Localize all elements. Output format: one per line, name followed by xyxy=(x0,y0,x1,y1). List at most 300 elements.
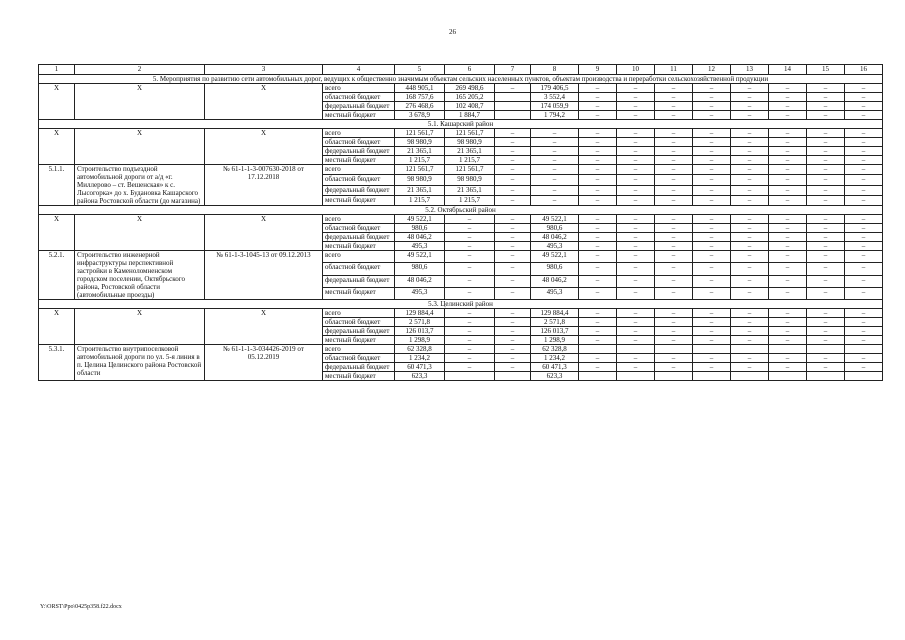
amount-cell: 60 471,3 xyxy=(395,363,445,372)
object-name: Х xyxy=(75,129,205,165)
amount-cell: – xyxy=(445,251,495,263)
header-cell: 9 xyxy=(579,65,617,75)
amount-cell: – xyxy=(845,165,883,175)
amount-cell: – xyxy=(693,318,731,327)
amount-cell: – xyxy=(617,129,655,138)
amount-cell: – xyxy=(693,224,731,233)
amount-cell: – xyxy=(617,309,655,318)
amount-cell: – xyxy=(495,309,531,318)
amount-cell: – xyxy=(807,309,845,318)
funding-table xyxy=(38,64,883,381)
amount-cell: – xyxy=(617,84,655,93)
header-cell: 15 xyxy=(807,65,845,75)
amount-cell: 21 365,1 xyxy=(395,185,445,195)
amount-cell: – xyxy=(617,147,655,156)
amount-cell: – xyxy=(693,233,731,242)
amount-cell: 121 561,7 xyxy=(395,129,445,138)
amount-cell xyxy=(495,102,531,111)
amount-cell: 98 980,9 xyxy=(395,138,445,147)
row-number: 5.1.1. xyxy=(39,165,75,206)
amount-cell: – xyxy=(807,327,845,336)
header-cell: 10 xyxy=(617,65,655,75)
amount-cell xyxy=(495,111,531,120)
amount-cell: – xyxy=(617,165,655,175)
amount-cell: 3 678,9 xyxy=(395,111,445,120)
amount-cell: – xyxy=(579,263,617,275)
amount-cell: – xyxy=(617,318,655,327)
amount-cell: – xyxy=(445,242,495,251)
amount-cell: 168 757,6 xyxy=(395,93,445,102)
amount-cell: – xyxy=(845,175,883,185)
amount-cell: – xyxy=(579,138,617,147)
amount-cell: – xyxy=(807,224,845,233)
amount-cell: – xyxy=(807,318,845,327)
amount-cell: 1 234,2 xyxy=(395,354,445,363)
table-row xyxy=(39,345,883,354)
amount-cell: – xyxy=(693,251,731,263)
amount-cell: – xyxy=(693,156,731,165)
amount-cell: – xyxy=(807,175,845,185)
amount-cell: – xyxy=(807,185,845,195)
amount-cell: 98 980,9 xyxy=(445,175,495,185)
amount-cell: – xyxy=(655,111,693,120)
amount-cell: 174 059,9 xyxy=(531,102,579,111)
amount-cell: – xyxy=(693,287,731,299)
amount-cell: – xyxy=(579,102,617,111)
amount-cell xyxy=(731,372,769,381)
amount-cell: – xyxy=(655,147,693,156)
amount-cell: – xyxy=(693,363,731,372)
amount-cell: 980,6 xyxy=(395,224,445,233)
amount-cell: 48 046,2 xyxy=(395,233,445,242)
amount-cell xyxy=(769,345,807,354)
amount-cell xyxy=(655,372,693,381)
amount-cell: – xyxy=(617,185,655,195)
amount-cell: – xyxy=(655,224,693,233)
header-cell: 5 xyxy=(395,65,445,75)
amount-cell: – xyxy=(769,165,807,175)
header-cell: 1 xyxy=(39,65,75,75)
amount-cell: – xyxy=(693,147,731,156)
amount-cell: – xyxy=(807,287,845,299)
amount-cell: – xyxy=(655,336,693,345)
amount-cell: – xyxy=(731,363,769,372)
amount-cell: – xyxy=(531,156,579,165)
amount-cell: – xyxy=(693,195,731,205)
amount-cell: – xyxy=(769,242,807,251)
amount-cell: – xyxy=(655,93,693,102)
amount-cell: – xyxy=(693,93,731,102)
amount-cell: – xyxy=(731,327,769,336)
amount-cell: – xyxy=(655,156,693,165)
amount-cell: – xyxy=(579,242,617,251)
amount-cell: 62 328,8 xyxy=(395,345,445,354)
amount-cell: – xyxy=(617,263,655,275)
project-document: Х xyxy=(205,129,323,165)
object-name: Х xyxy=(75,215,205,251)
amount-cell: 2 571,8 xyxy=(395,318,445,327)
header-cell: 11 xyxy=(655,65,693,75)
amount-cell: 1 794,2 xyxy=(531,111,579,120)
amount-cell: – xyxy=(845,102,883,111)
amount-cell: – xyxy=(531,129,579,138)
amount-cell: 495,3 xyxy=(531,242,579,251)
amount-cell xyxy=(579,345,617,354)
amount-cell: – xyxy=(445,233,495,242)
amount-cell: – xyxy=(495,318,531,327)
amount-cell: 495,3 xyxy=(395,242,445,251)
amount-cell: 179 406,5 xyxy=(531,84,579,93)
amount-cell: – xyxy=(495,242,531,251)
amount-cell: – xyxy=(495,129,531,138)
table-row xyxy=(39,309,883,318)
table-row xyxy=(39,84,883,93)
object-name: Строительство подъездной автомобильной дороги от а/д «г. Миллерово – ст. Вешенская» к с. Лысогорка» до х. Будановка Кашарского района Ростовской области (до магазина) xyxy=(75,165,205,206)
amount-cell: 980,6 xyxy=(395,263,445,275)
amount-cell: – xyxy=(617,327,655,336)
amount-cell: – xyxy=(655,354,693,363)
funding-source: областной бюджет xyxy=(323,175,395,185)
amount-cell: – xyxy=(617,224,655,233)
amount-cell: 1 298,9 xyxy=(395,336,445,345)
amount-cell: – xyxy=(495,175,531,185)
amount-cell xyxy=(807,345,845,354)
amount-cell: – xyxy=(495,327,531,336)
amount-cell: – xyxy=(531,138,579,147)
amount-cell: – xyxy=(655,287,693,299)
amount-cell: 49 522,1 xyxy=(395,251,445,263)
amount-cell: – xyxy=(769,195,807,205)
amount-cell: – xyxy=(769,224,807,233)
amount-cell: 495,3 xyxy=(395,287,445,299)
amount-cell: 21 365,1 xyxy=(445,147,495,156)
amount-cell: – xyxy=(845,354,883,363)
amount-cell: – xyxy=(693,111,731,120)
amount-cell: 623,3 xyxy=(531,372,579,381)
amount-cell xyxy=(617,372,655,381)
amount-cell: – xyxy=(731,129,769,138)
amount-cell: – xyxy=(731,354,769,363)
amount-cell: – xyxy=(655,175,693,185)
amount-cell: – xyxy=(693,275,731,287)
amount-cell: – xyxy=(769,84,807,93)
funding-source: местный бюджет xyxy=(323,372,395,381)
funding-source: областной бюджет xyxy=(323,224,395,233)
amount-cell: – xyxy=(845,287,883,299)
amount-cell: – xyxy=(807,275,845,287)
amount-cell: – xyxy=(579,318,617,327)
amount-cell: – xyxy=(845,251,883,263)
section-title: 5.3. Целинский район xyxy=(39,300,883,309)
amount-cell: – xyxy=(769,175,807,185)
amount-cell: – xyxy=(845,263,883,275)
amount-cell xyxy=(693,345,731,354)
amount-cell: – xyxy=(495,84,531,93)
amount-cell: – xyxy=(845,156,883,165)
object-name: Х xyxy=(75,309,205,345)
amount-cell: 269 498,6 xyxy=(445,84,495,93)
amount-cell: 2 571,8 xyxy=(531,318,579,327)
amount-cell: – xyxy=(693,354,731,363)
amount-cell: – xyxy=(693,185,731,195)
amount-cell: – xyxy=(617,111,655,120)
amount-cell: 1 215,7 xyxy=(445,156,495,165)
amount-cell: – xyxy=(531,147,579,156)
amount-cell: – xyxy=(655,215,693,224)
amount-cell: 49 522,1 xyxy=(531,251,579,263)
amount-cell: – xyxy=(445,275,495,287)
funding-source: местный бюджет xyxy=(323,156,395,165)
amount-cell: – xyxy=(617,354,655,363)
amount-cell: 48 046,2 xyxy=(395,275,445,287)
funding-source: федеральный бюджет xyxy=(323,275,395,287)
project-document: № 61-1-3-1045-13 от 09.12.2013 xyxy=(205,251,323,300)
header-cell: 6 xyxy=(445,65,495,75)
row-number: Х xyxy=(39,309,75,345)
funding-source: всего xyxy=(323,309,395,318)
amount-cell: 448 905,1 xyxy=(395,84,445,93)
amount-cell: – xyxy=(495,138,531,147)
amount-cell: – xyxy=(693,215,731,224)
amount-cell: 980,6 xyxy=(531,263,579,275)
amount-cell: – xyxy=(495,195,531,205)
amount-cell: – xyxy=(845,275,883,287)
amount-cell: – xyxy=(617,251,655,263)
amount-cell: – xyxy=(445,345,495,354)
amount-cell: – xyxy=(531,195,579,205)
amount-cell: – xyxy=(769,111,807,120)
amount-cell: – xyxy=(693,263,731,275)
amount-cell: – xyxy=(531,185,579,195)
amount-cell: – xyxy=(445,354,495,363)
amount-cell: – xyxy=(731,287,769,299)
amount-cell: – xyxy=(495,363,531,372)
amount-cell: 165 205,2 xyxy=(445,93,495,102)
amount-cell: 1 884,7 xyxy=(445,111,495,120)
amount-cell xyxy=(445,372,495,381)
amount-cell: – xyxy=(495,263,531,275)
amount-cell: – xyxy=(655,195,693,205)
project-document: № 61-1-1-3-007630-2018 от 17.12.2018 xyxy=(205,165,323,206)
amount-cell: – xyxy=(655,309,693,318)
row-number: Х xyxy=(39,215,75,251)
amount-cell: 129 884,4 xyxy=(395,309,445,318)
amount-cell: – xyxy=(579,195,617,205)
amount-cell: – xyxy=(617,336,655,345)
amount-cell: – xyxy=(617,195,655,205)
amount-cell: – xyxy=(617,233,655,242)
amount-cell: – xyxy=(531,165,579,175)
amount-cell: – xyxy=(731,318,769,327)
header-cell: 8 xyxy=(531,65,579,75)
funding-source: федеральный бюджет xyxy=(323,185,395,195)
amount-cell xyxy=(579,372,617,381)
amount-cell xyxy=(769,372,807,381)
amount-cell: – xyxy=(617,287,655,299)
funding-source: областной бюджет xyxy=(323,138,395,147)
amount-cell: – xyxy=(579,287,617,299)
section-title: 5.2. Октябрьский район xyxy=(39,206,883,215)
amount-cell: – xyxy=(579,93,617,102)
amount-cell: – xyxy=(807,129,845,138)
amount-cell: – xyxy=(769,363,807,372)
header-row xyxy=(39,65,883,75)
header-cell: 3 xyxy=(205,65,323,75)
amount-cell: – xyxy=(495,185,531,195)
table-row xyxy=(39,129,883,138)
funding-source: всего xyxy=(323,215,395,224)
amount-cell: – xyxy=(731,224,769,233)
amount-cell: – xyxy=(617,275,655,287)
amount-cell: – xyxy=(579,309,617,318)
amount-cell: – xyxy=(693,175,731,185)
amount-cell: – xyxy=(769,233,807,242)
amount-cell: – xyxy=(769,147,807,156)
amount-cell: 1 298,9 xyxy=(531,336,579,345)
amount-cell: – xyxy=(845,138,883,147)
amount-cell: – xyxy=(769,327,807,336)
amount-cell: – xyxy=(807,102,845,111)
amount-cell: – xyxy=(769,275,807,287)
amount-cell: – xyxy=(769,156,807,165)
amount-cell xyxy=(617,345,655,354)
amount-cell: – xyxy=(495,336,531,345)
amount-cell: – xyxy=(731,275,769,287)
amount-cell: – xyxy=(445,287,495,299)
amount-cell: 980,6 xyxy=(531,224,579,233)
header-cell: 12 xyxy=(693,65,731,75)
section-title: 5.1. Кашарский район xyxy=(39,120,883,129)
amount-cell: – xyxy=(693,336,731,345)
page-number: 26 xyxy=(449,28,456,36)
table-row xyxy=(39,251,883,263)
amount-cell: 623,3 xyxy=(395,372,445,381)
amount-cell: – xyxy=(731,195,769,205)
amount-cell: – xyxy=(769,354,807,363)
section-title-row xyxy=(39,300,883,309)
amount-cell: – xyxy=(845,233,883,242)
amount-cell xyxy=(845,372,883,381)
funding-source: федеральный бюджет xyxy=(323,327,395,336)
amount-cell: – xyxy=(731,215,769,224)
amount-cell: – xyxy=(693,129,731,138)
amount-cell xyxy=(731,345,769,354)
amount-cell: – xyxy=(845,242,883,251)
amount-cell: – xyxy=(579,84,617,93)
header-cell: 13 xyxy=(731,65,769,75)
amount-cell: – xyxy=(845,185,883,195)
project-document: Х xyxy=(205,84,323,120)
amount-cell: 48 046,2 xyxy=(531,233,579,242)
amount-cell: – xyxy=(731,102,769,111)
amount-cell: – xyxy=(617,156,655,165)
amount-cell: – xyxy=(769,287,807,299)
amount-cell: – xyxy=(655,263,693,275)
header-cell: 14 xyxy=(769,65,807,75)
amount-cell: – xyxy=(769,102,807,111)
amount-cell: – xyxy=(807,138,845,147)
amount-cell: 495,3 xyxy=(531,287,579,299)
amount-cell: – xyxy=(445,327,495,336)
table-row xyxy=(39,215,883,224)
row-number: 5.2.1. xyxy=(39,251,75,300)
amount-cell: – xyxy=(731,93,769,102)
section-title: 5. Мероприятия по развитию сети автомобильных дорог, ведущих к общественно значимым объектам сельских населенных пунктов, объектам производства и переработки сельскохозяйственной продукции xyxy=(39,75,883,84)
header-cell: 16 xyxy=(845,65,883,75)
amount-cell: – xyxy=(655,102,693,111)
amount-cell: – xyxy=(845,309,883,318)
amount-cell: – xyxy=(845,224,883,233)
amount-cell: – xyxy=(579,156,617,165)
amount-cell: – xyxy=(579,175,617,185)
amount-cell: – xyxy=(731,185,769,195)
amount-cell: – xyxy=(617,175,655,185)
table-row xyxy=(39,165,883,175)
amount-cell: – xyxy=(807,263,845,275)
amount-cell: – xyxy=(845,111,883,120)
amount-cell: 21 365,1 xyxy=(445,185,495,195)
amount-cell: – xyxy=(655,251,693,263)
amount-cell: 21 365,1 xyxy=(395,147,445,156)
amount-cell: – xyxy=(769,215,807,224)
amount-cell: 1 215,7 xyxy=(395,156,445,165)
amount-cell: – xyxy=(731,242,769,251)
amount-cell: 126 013,7 xyxy=(395,327,445,336)
amount-cell: 62 328,8 xyxy=(531,345,579,354)
amount-cell: – xyxy=(579,111,617,120)
amount-cell: – xyxy=(495,147,531,156)
amount-cell: – xyxy=(807,147,845,156)
amount-cell: – xyxy=(807,336,845,345)
amount-cell: – xyxy=(807,195,845,205)
amount-cell: – xyxy=(731,138,769,147)
amount-cell: – xyxy=(769,138,807,147)
amount-cell: – xyxy=(495,233,531,242)
row-number: 5.3.1. xyxy=(39,345,75,381)
amount-cell xyxy=(495,93,531,102)
amount-cell: – xyxy=(731,156,769,165)
amount-cell: – xyxy=(845,195,883,205)
funding-source: всего xyxy=(323,129,395,138)
amount-cell: – xyxy=(655,129,693,138)
section-title-row xyxy=(39,120,883,129)
amount-cell: – xyxy=(845,147,883,156)
amount-cell: – xyxy=(445,336,495,345)
amount-cell: – xyxy=(445,263,495,275)
amount-cell: – xyxy=(655,233,693,242)
amount-cell: – xyxy=(495,275,531,287)
project-document: Х xyxy=(205,215,323,251)
amount-cell: – xyxy=(769,309,807,318)
amount-cell: – xyxy=(769,263,807,275)
amount-cell: 48 046,2 xyxy=(531,275,579,287)
amount-cell: – xyxy=(731,233,769,242)
amount-cell: – xyxy=(769,93,807,102)
amount-cell: – xyxy=(617,242,655,251)
amount-cell: 3 552,4 xyxy=(531,93,579,102)
funding-source: областной бюджет xyxy=(323,318,395,327)
amount-cell: – xyxy=(445,318,495,327)
section-title-row xyxy=(39,206,883,215)
amount-cell: 102 408,7 xyxy=(445,102,495,111)
amount-cell: – xyxy=(655,327,693,336)
object-name: Строительство внутрипоселковой автомобильной дороги по ул. 5-я линия в п. Целина Целинского района Ростовской области xyxy=(75,345,205,381)
amount-cell: – xyxy=(807,251,845,263)
file-path-footer: Y:\ORST\Ppo\0425p358.f22.docx xyxy=(40,604,122,610)
amount-cell: – xyxy=(495,345,531,354)
amount-cell: – xyxy=(617,138,655,147)
funding-source: местный бюджет xyxy=(323,195,395,205)
